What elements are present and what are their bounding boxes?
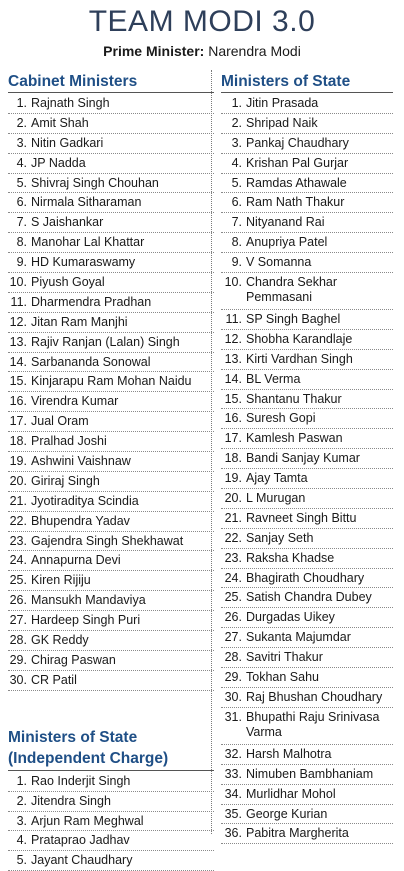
list-item [221, 469, 393, 489]
list-item-number: 4. [16, 833, 27, 848]
minister-name: Ravneet Singh Bittu [246, 510, 357, 525]
list-item [221, 449, 393, 469]
mos-independent-section [8, 727, 214, 871]
list-item [8, 372, 214, 392]
minister-name: Annapurna Devi [31, 553, 121, 568]
minister-name: Raksha Khadse [246, 550, 335, 565]
list-item [221, 390, 393, 410]
list-item-number: 6. [231, 195, 242, 210]
list-item [221, 193, 393, 213]
list-item-number: 32. [224, 746, 242, 761]
list-item [8, 412, 214, 432]
minister-name: Nirmala Sitharaman [31, 195, 142, 210]
minister-name: Jitan Ram Manjhi [31, 314, 128, 329]
list-item [8, 233, 214, 253]
list-item-number: 15. [224, 391, 242, 406]
list-item [8, 293, 214, 313]
minister-name: Dharmendra Pradhan [31, 294, 152, 309]
list-item-number: 1. [16, 773, 27, 788]
list-item-number: 19. [224, 471, 242, 486]
minister-name: Chirag Paswan [31, 652, 116, 667]
list-item-number: 8. [16, 235, 27, 250]
list-item [8, 94, 214, 114]
list-item-number: 13. [9, 334, 27, 349]
left-column [8, 72, 214, 871]
right-column [221, 72, 393, 844]
list-item-number: 30. [224, 689, 242, 704]
list-item [221, 588, 393, 608]
minister-name: Ashwini Vaishnaw [31, 454, 131, 469]
minister-name: Jyotiraditya Scindia [31, 493, 139, 508]
minister-name: Rajiv Ranjan (Lalan) Singh [31, 334, 180, 349]
minister-name: Sanjay Seth [246, 530, 314, 545]
list-item [221, 529, 393, 549]
minister-name: Savitri Thakur [246, 650, 323, 665]
list-item-number: 27. [9, 613, 27, 628]
list-item [221, 134, 393, 154]
minister-name: Sarbananda Sonowal [31, 354, 151, 369]
list-item [8, 313, 214, 333]
list-item-number: 14. [9, 354, 27, 369]
list-item [221, 310, 393, 330]
list-item [8, 213, 214, 233]
list-item-number: 7. [231, 215, 242, 230]
list-item-number: 16. [9, 394, 27, 409]
list-item [221, 745, 393, 765]
list-item-number: 25. [9, 573, 27, 588]
minister-name: HD Kumaraswamy [31, 255, 136, 270]
list-item [221, 608, 393, 628]
list-item-number: 19. [9, 454, 27, 469]
minister-name: BL Verma [246, 371, 301, 386]
list-item-number: 21. [9, 493, 27, 508]
minister-name: Kirti Vardhan Singh [246, 351, 353, 366]
list-item [221, 253, 393, 273]
minister-name: Chandra Sekhar Pemmasani [246, 275, 338, 305]
mos-independent-heading-line1: Ministers of State [8, 728, 138, 746]
minister-name: Virendra Kumar [31, 394, 119, 409]
minister-name: SP Singh Baghel [246, 312, 341, 327]
list-item-number: 6. [16, 195, 27, 210]
mos-independent-heading-line2: (Independent Charge) [8, 749, 169, 767]
cabinet-ministers-list [8, 94, 214, 691]
minister-name: Mansukh Mandaviya [31, 593, 146, 608]
list-item [8, 432, 214, 452]
list-item [8, 492, 214, 512]
list-item [8, 532, 214, 552]
list-item [221, 174, 393, 194]
minister-name: Jual Oram [31, 414, 89, 429]
minister-name: Nimuben Bambhaniam [246, 766, 374, 781]
list-item-number: 2. [16, 793, 27, 808]
list-item-number: 5. [16, 175, 27, 190]
list-item-number: 11. [10, 294, 27, 309]
list-item [221, 785, 393, 805]
list-item [221, 765, 393, 785]
list-item [8, 631, 214, 651]
list-item-number: 20. [224, 491, 242, 506]
list-item [8, 392, 214, 412]
list-item [221, 648, 393, 668]
list-item [8, 193, 214, 213]
prime-minister-line [0, 42, 404, 60]
list-item [221, 668, 393, 688]
list-item [221, 370, 393, 390]
mos-independent-heading [8, 727, 214, 771]
minister-name: V Somanna [246, 255, 312, 270]
minister-name: Shripad Naik [246, 115, 318, 130]
minister-name: Bhagirath Choudhary [246, 570, 365, 585]
list-item [8, 273, 214, 293]
minister-name: Ramdas Athawale [246, 175, 347, 190]
list-item [221, 350, 393, 370]
list-item-number: 31. [224, 709, 242, 724]
list-item-number: 24. [224, 570, 242, 585]
list-item-number: 12. [9, 314, 27, 329]
mos-independent-list [8, 772, 214, 871]
cabinet-ministers-heading: Cabinet Ministers [8, 72, 214, 93]
minister-name: Rajnath Singh [31, 96, 110, 110]
list-item-number: 3. [16, 135, 27, 150]
minister-name: George Kurian [246, 806, 328, 821]
list-item [8, 792, 214, 812]
minister-name: Amit Shah [31, 115, 89, 130]
list-item [221, 94, 393, 114]
list-item [8, 452, 214, 472]
list-item-number: 17. [224, 431, 242, 446]
minister-name: Pabitra Margherita [246, 826, 349, 841]
prime-minister-name: Narendra Modi [208, 43, 301, 59]
list-item-number: 2. [16, 115, 27, 130]
minister-name: Giriraj Singh [31, 473, 100, 488]
list-item-number: 27. [224, 630, 242, 645]
minister-name: Bhupathi Raju Srinivasa Varma [246, 709, 380, 739]
list-item [8, 253, 214, 273]
list-item-number: 5. [16, 853, 27, 868]
minister-name: Krishan Pal Gurjar [246, 155, 349, 170]
list-item-number: 34. [224, 786, 242, 801]
minister-name: Ram Nath Thakur [246, 195, 345, 210]
list-item-number: 25. [224, 590, 242, 605]
list-item-number: 10. [224, 275, 242, 290]
minister-name: Jitin Prasada [246, 96, 319, 110]
minister-name: Satish Chandra Dubey [246, 590, 372, 605]
minister-name: Rao Inderjit Singh [31, 773, 131, 788]
minister-name: Harsh Malhotra [246, 746, 332, 761]
minister-name: L Murugan [246, 491, 306, 506]
list-item [8, 671, 214, 691]
list-item-number: 24. [9, 553, 27, 568]
list-item-number: 2. [231, 115, 242, 130]
list-item [8, 353, 214, 373]
list-item-number: 33. [224, 766, 242, 781]
list-item-number: 22. [224, 530, 242, 545]
minister-name: Pankaj Chaudhary [246, 135, 349, 150]
list-item-number: 30. [9, 672, 27, 687]
minister-name: Durgadas Uikey [246, 610, 335, 625]
minister-name: Anupriya Patel [246, 235, 328, 250]
list-item [8, 571, 214, 591]
minister-name: Jayant Chaudhary [31, 853, 133, 868]
minister-name: Shantanu Thakur [246, 391, 342, 406]
minister-name: Kamlesh Paswan [246, 431, 343, 446]
minister-name: Piyush Goyal [31, 275, 105, 290]
list-item-number: 15. [9, 374, 27, 389]
minister-name: Suresh Gopi [246, 411, 316, 426]
minister-name: Pralhad Joshi [31, 434, 107, 449]
minister-name: Bandi Sanjay Kumar [246, 451, 360, 466]
list-item [221, 805, 393, 825]
list-item [221, 330, 393, 350]
list-item-number: 23. [224, 550, 242, 565]
minister-name: Shivraj Singh Chouhan [31, 175, 159, 190]
list-item-number: 13. [224, 351, 242, 366]
list-item [221, 708, 393, 745]
list-item-number: 21. [224, 510, 242, 525]
list-item [221, 489, 393, 509]
minister-name: Sukanta Majumdar [246, 630, 351, 645]
list-item [221, 688, 393, 708]
page-title: TEAM MODI 3.0 [88, 5, 316, 38]
list-item [221, 429, 393, 449]
minister-name: Tokhan Sahu [246, 670, 319, 685]
minister-name: Shobha Karandlaje [246, 331, 353, 346]
list-item [8, 134, 214, 154]
minister-name: CR Patil [31, 672, 77, 687]
list-item-number: 4. [231, 155, 242, 170]
list-item-number: 17. [9, 414, 27, 429]
minister-name: JP Nadda [31, 155, 86, 170]
list-item-number: 5. [231, 175, 242, 190]
list-item-number: 10. [9, 275, 27, 290]
list-item-number: 20. [9, 473, 27, 488]
minister-name: Raj Bhushan Choudhary [246, 689, 383, 704]
list-item [8, 174, 214, 194]
list-item-number: 7. [16, 215, 27, 230]
minister-name: Bhupendra Yadav [31, 513, 130, 528]
list-item [221, 114, 393, 134]
list-item-number: 3. [231, 135, 242, 150]
list-item-number: 1. [231, 96, 242, 110]
list-item-number: 12. [224, 331, 242, 346]
list-item-number: 18. [224, 451, 242, 466]
list-item [8, 591, 214, 611]
list-item-number: 9. [16, 255, 27, 270]
list-item [221, 273, 393, 310]
minister-name: Kiren Rijiju [31, 573, 91, 588]
ministers-of-state-list [221, 94, 393, 844]
list-item-number: 36. [224, 826, 242, 841]
list-item-number: 4. [16, 155, 27, 170]
list-item [8, 772, 214, 792]
list-item [221, 569, 393, 589]
list-item-number: 29. [9, 652, 27, 667]
minister-name: S Jaishankar [31, 215, 104, 230]
minister-name: Nitin Gadkari [31, 135, 104, 150]
list-item [221, 154, 393, 174]
list-item [8, 472, 214, 492]
list-item-number: 3. [16, 813, 27, 828]
list-item [221, 509, 393, 529]
list-item-number: 9. [231, 255, 242, 270]
minister-name: GK Reddy [31, 633, 89, 648]
list-item [8, 611, 214, 631]
list-item [8, 512, 214, 532]
minister-name: Ajay Tamta [246, 471, 308, 486]
list-item [221, 549, 393, 569]
list-item [8, 114, 214, 134]
minister-name: Kinjarapu Ram Mohan Naidu [31, 374, 192, 389]
list-item-number: 28. [9, 633, 27, 648]
list-item-number: 28. [224, 650, 242, 665]
minister-name: Prataprao Jadhav [31, 833, 130, 848]
minister-name: Hardeep Singh Puri [31, 613, 141, 628]
list-item-number: 1. [16, 96, 27, 110]
ministers-of-state-heading: Ministers of State [221, 72, 393, 93]
list-item [8, 812, 214, 832]
list-item-number: 35. [224, 806, 242, 821]
list-item-number: 22. [9, 513, 27, 528]
list-item-number: 29. [224, 670, 242, 685]
minister-name: Gajendra Singh Shekhawat [31, 533, 184, 548]
minister-name: Manohar Lal Khattar [31, 235, 145, 250]
list-item-number: 26. [224, 610, 242, 625]
list-item-number: 16. [224, 411, 242, 426]
list-item-number: 18. [9, 434, 27, 449]
list-item-number: 26. [9, 593, 27, 608]
list-item [8, 333, 214, 353]
list-item [221, 233, 393, 253]
list-item [8, 154, 214, 174]
list-item-number: 11. [225, 312, 242, 327]
list-item [8, 551, 214, 571]
minister-name: Murlidhar Mohol [246, 786, 336, 801]
list-item [221, 628, 393, 648]
list-item [221, 824, 393, 844]
list-item [221, 213, 393, 233]
list-item [221, 409, 393, 429]
list-item [8, 851, 214, 871]
minister-name: Nityanand Rai [246, 215, 325, 230]
minister-name: Jitendra Singh [31, 793, 111, 808]
list-item-number: 14. [224, 371, 242, 386]
minister-name: Arjun Ram Meghwal [31, 813, 144, 828]
list-item-number: 8. [231, 235, 242, 250]
list-item-number: 23. [9, 533, 27, 548]
prime-minister-label: Prime Minister: [103, 43, 205, 59]
list-item [8, 831, 214, 851]
list-item [8, 651, 214, 671]
